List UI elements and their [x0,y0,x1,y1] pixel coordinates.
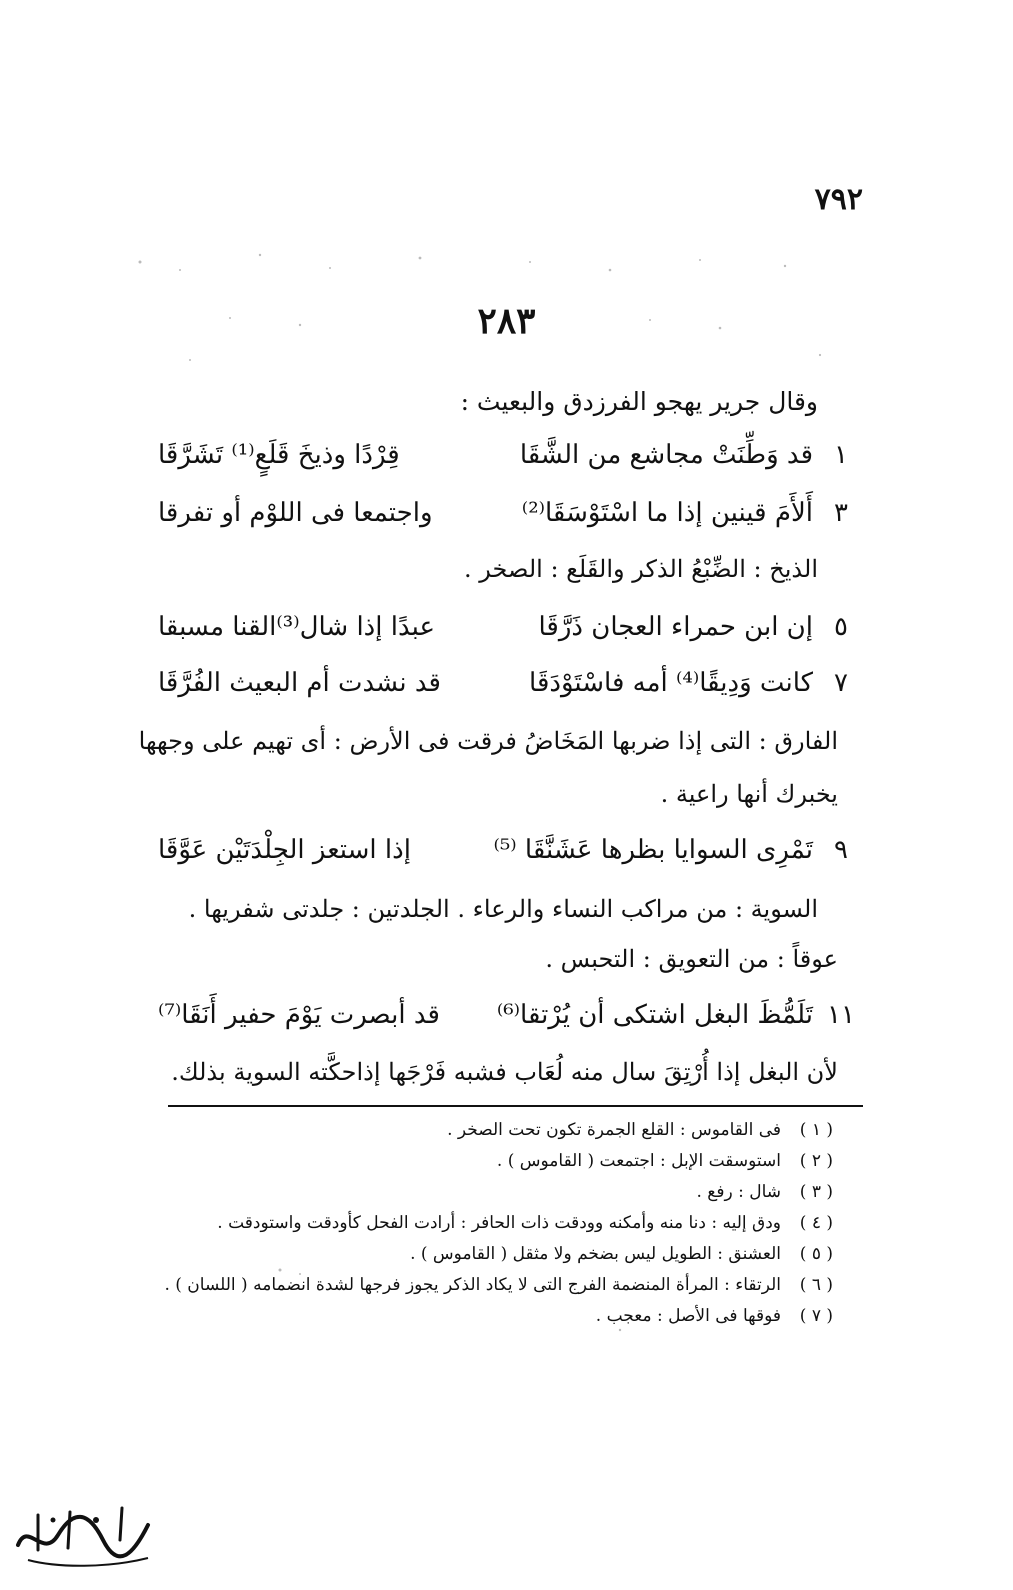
gloss-text: الفارق : التى إذا ضربها المَخَاضُ فرقت فى الأرض : أى تهيم على وجهها [138,727,838,755]
verse-second-hemistich: قِرْدًا وذيخَ قَلَعٍ⁽¹⁾ تَشَرَّقَا [158,440,400,470]
footnote-text: الرتقاء : المرأة المنضمة الفرج التى لا يكاد الذكر يجوز فرجها لشدة انضمامه ( اللسان ) . [164,1275,781,1295]
verse-first-hemistich: أَلأَمَ قينين إذا ما اسْتَوْسَقَا⁽²⁾ [521,498,813,528]
footnote-divider [168,1105,863,1107]
verse-line [158,835,858,883]
poem-number: ٢٨٣ [477,300,536,342]
verse-first-hemistich: تَمْرِى السوايا بظرها عَشَنَّقَا ⁽⁵⁾ [493,835,813,865]
gloss-text: عوقاً : من التعويق : التحبس . [545,945,838,973]
footnote-text: ودق إليه : دنا منه وأمكنه وودقت ذات الحافر : أرادت الفحل كأودقت واستودقت . [217,1213,781,1233]
footnote-number: ( ٥ ) [799,1244,833,1264]
footnote-number: ( ٢ ) [799,1151,833,1171]
verse-first-hemistich: تَلَمُّظَ البغل اشتكى أن يُرْتقا⁽⁶⁾ [496,1000,813,1030]
verse-number: ٧ [834,668,848,698]
verse-second-hemistich: عبدًا إذا شال⁽³⁾القنا مسبقا [158,612,435,642]
footnote-number: ( ٤ ) [799,1213,833,1233]
verse-number: ٥ [834,612,848,642]
verse-number: ١ [834,440,848,470]
verse-second-hemistich: واجتمعا فى اللوْم أو تفرقا [158,498,433,528]
verse-second-hemistich: قد نشدت أم البعيث الفُرَّقَا [158,668,441,698]
verse-line [158,612,858,660]
footnote-number: ( ١ ) [799,1120,833,1140]
verse-line [158,498,858,546]
footnote-number: ( ٧ ) [799,1306,833,1326]
footnote-text: فوقها فى الأصل : معجب . [595,1306,781,1326]
footnotes [164,1120,833,1337]
footnote [183,1151,833,1182]
verse-number: ٩ [834,835,848,865]
verse-line [158,668,858,716]
footnote-text: فى القاموس : القلع الجمرة تكون تحت الصخر . [447,1120,781,1140]
footnote [183,1244,833,1275]
verse-number: ١١ [827,1000,855,1030]
library-stamp-logo [8,1490,163,1570]
verse-second-hemistich: قد أبصرت يَوْمَ حفير أَنَقَا⁽⁷⁾ [158,1000,440,1030]
footnote-text: شال : رفع . [696,1182,781,1202]
page-number: ٧٩٢ [814,182,863,217]
gloss-text: السوية : من مراكب النساء والرعاء . الجلدتين : جلدتى شفريها . [188,895,818,923]
verse-number: ٣ [834,498,848,528]
footnote-text: العشنق : الطويل ليس بضخم ولا مثقل ( القاموس ) . [410,1244,781,1264]
gloss-text: يخبرك أنها راعية . [660,780,838,808]
footnote-text: استوسقت الإبل : اجتمعت ( القاموس ) . [496,1151,781,1171]
footnote-number: ( ٦ ) [799,1275,833,1295]
verse-first-hemistich: إن ابن حمراء العجان ذَرَّقَا [538,612,813,642]
footnote [164,1275,833,1306]
verse-first-hemistich: قد وَطِّنَتْ مجاشع من الشَّقَا [519,440,813,470]
verse-second-hemistich: إذا استعز الجِلْدَتَيْن عَوَّقَا [158,835,411,865]
footnote [183,1306,833,1337]
verse-line [158,1000,858,1048]
verse-line [158,440,858,488]
gloss-text: الذيخ : الضِّبْعُ الذكر والقَلَع : الصخر . [464,555,818,583]
footnote [183,1182,833,1213]
footnote [183,1120,833,1151]
gloss-text: لأن البغل إذا أُرْتِقَ سال منه لُعَاب فشبه فَرْجَها إذاحكَّته السوية بذلك. [171,1058,838,1086]
poem-intro: وقال جرير يهجو الفرزدق والبعيث : [460,387,818,416]
footnote-number: ( ٣ ) [799,1182,833,1202]
footnote [183,1213,833,1244]
verse-first-hemistich: كانت وَدِيقًا⁽⁴⁾ أمه فاسْتَوْدَقَا [529,668,813,698]
